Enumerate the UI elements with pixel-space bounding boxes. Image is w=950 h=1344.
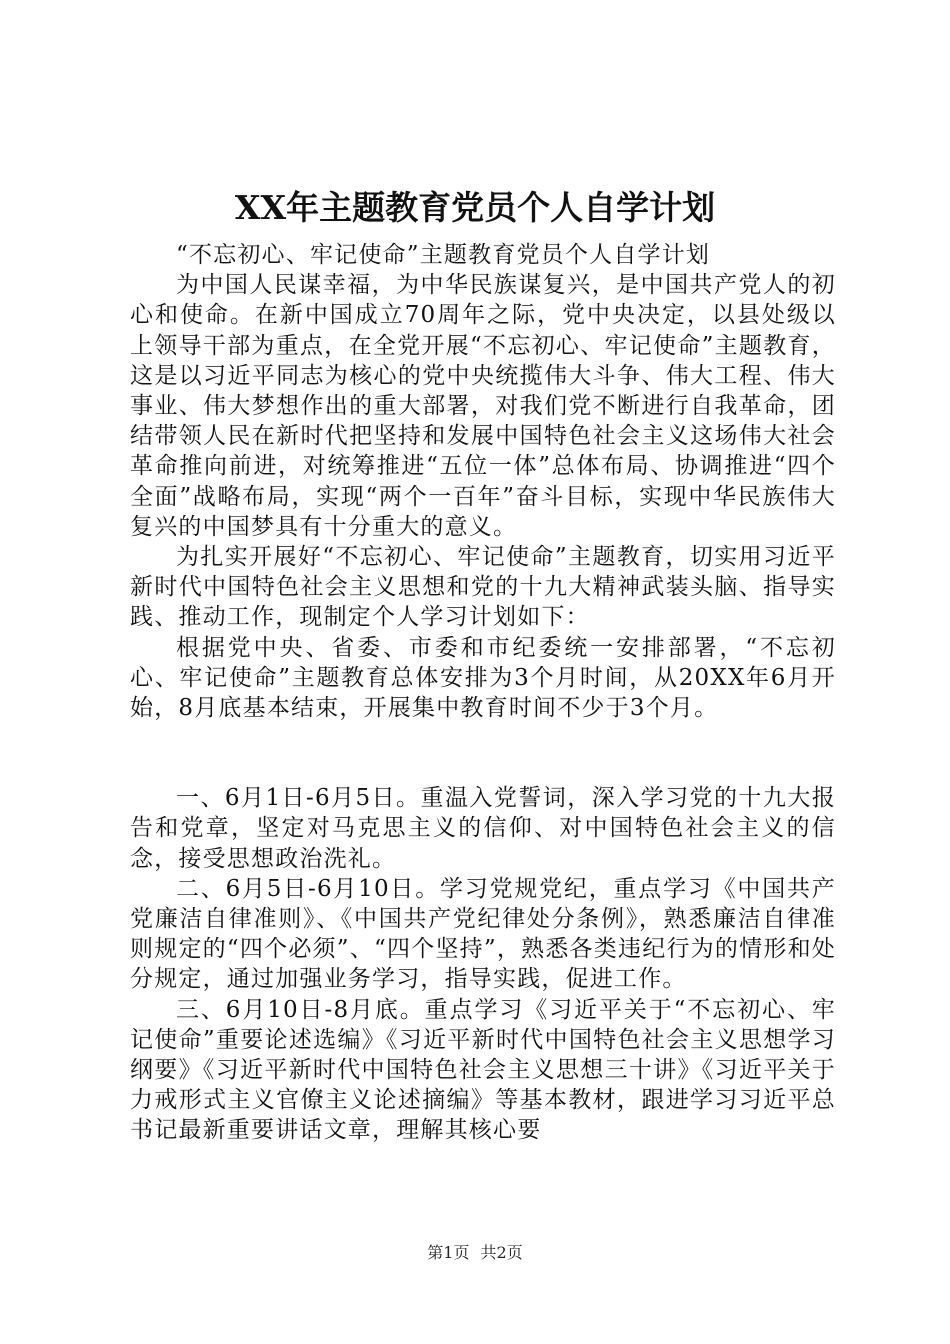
document-body — [130, 240, 836, 1146]
document-title: XX年主题教育党员个人自学计划 — [234, 188, 716, 227]
paragraph-spacer — [130, 723, 836, 783]
paragraph-purpose: 为扎实开展好“不忘初心、牢记使命”主题教育，切实用习近平新时代中国特色社会主义思想和党的十九大精神武装头脑、指导实践、推动工作，现制定个人学习计划如下： — [130, 544, 836, 631]
page-number-current: 第1页 — [427, 1243, 470, 1262]
page-number-total: 共2页 — [480, 1243, 523, 1262]
schedule-item-1: 一、6月1日-6月5日。重温入党誓词，深入学习党的十九大报告和党章，坚定对马克思主义的信仰、对中国特色社会主义的信念，接受思想政治洗礼。 — [130, 785, 836, 872]
paragraph-intro: 为中国人民谋幸福，为中华民族谋复兴，是中国共产党人的初心和使命。在新中国成立70周年之际，党中央决定，以县处级以上领导干部为重点，在全党开展“不忘初心、牢记使命”主题教育，这是以习近平同志为核心的党中央统揽伟大斗争、伟大工程、伟大事业、伟大梦想作出的重大部署，对我们党不断进行自我革命，团结带领人民在新时代把坚持和发展中国特色社会主义这场伟大社会革命推向前进，对统筹推进“五位一体”总体布局、协调推进“四个全面”战略布局，实现“两个一百年”奋斗目标，实现中华民族伟大复兴的中国梦具有十分重大的意义。 — [130, 272, 836, 540]
schedule-item-3: 三、6月10日-8月底。重点学习《习近平关于“不忘初心、牢记使命”重要论述选编》《习近平新时代中国特色社会主义思想学习纲要》《习近平新时代中国特色社会主义思想三十讲》《习近平关于力戒形式主义官僚主义论述摘编》等基本教材，跟进学习习近平总书记最新重要讲话文章，理解其核心要 — [130, 996, 836, 1144]
paragraph-arrangement: 根据党中央、省委、市委和市纪委统一安排部署，“不忘初心、牢记使命”主题教育总体安排为3个月时间，从20XX年6月开始，8月底基本结束，开展集中教育时间不少于3个月。 — [130, 634, 836, 722]
page-footer — [0, 1242, 950, 1264]
document-subtitle: “不忘初心、牢记使命”主题教育党员个人自学计划 — [176, 242, 711, 268]
schedule-item-2: 二、6月5日-6月10日。学习党规党纪，重点学习《中国共产党廉洁自律准则》、《中国共产党纪律处分条例》，熟悉廉洁自律准则规定的“四个必须”、“四个坚持”，熟悉各类违纪行为的情形和处分规定，通过加强业务学习，指导实践，促进工作。 — [130, 875, 836, 993]
